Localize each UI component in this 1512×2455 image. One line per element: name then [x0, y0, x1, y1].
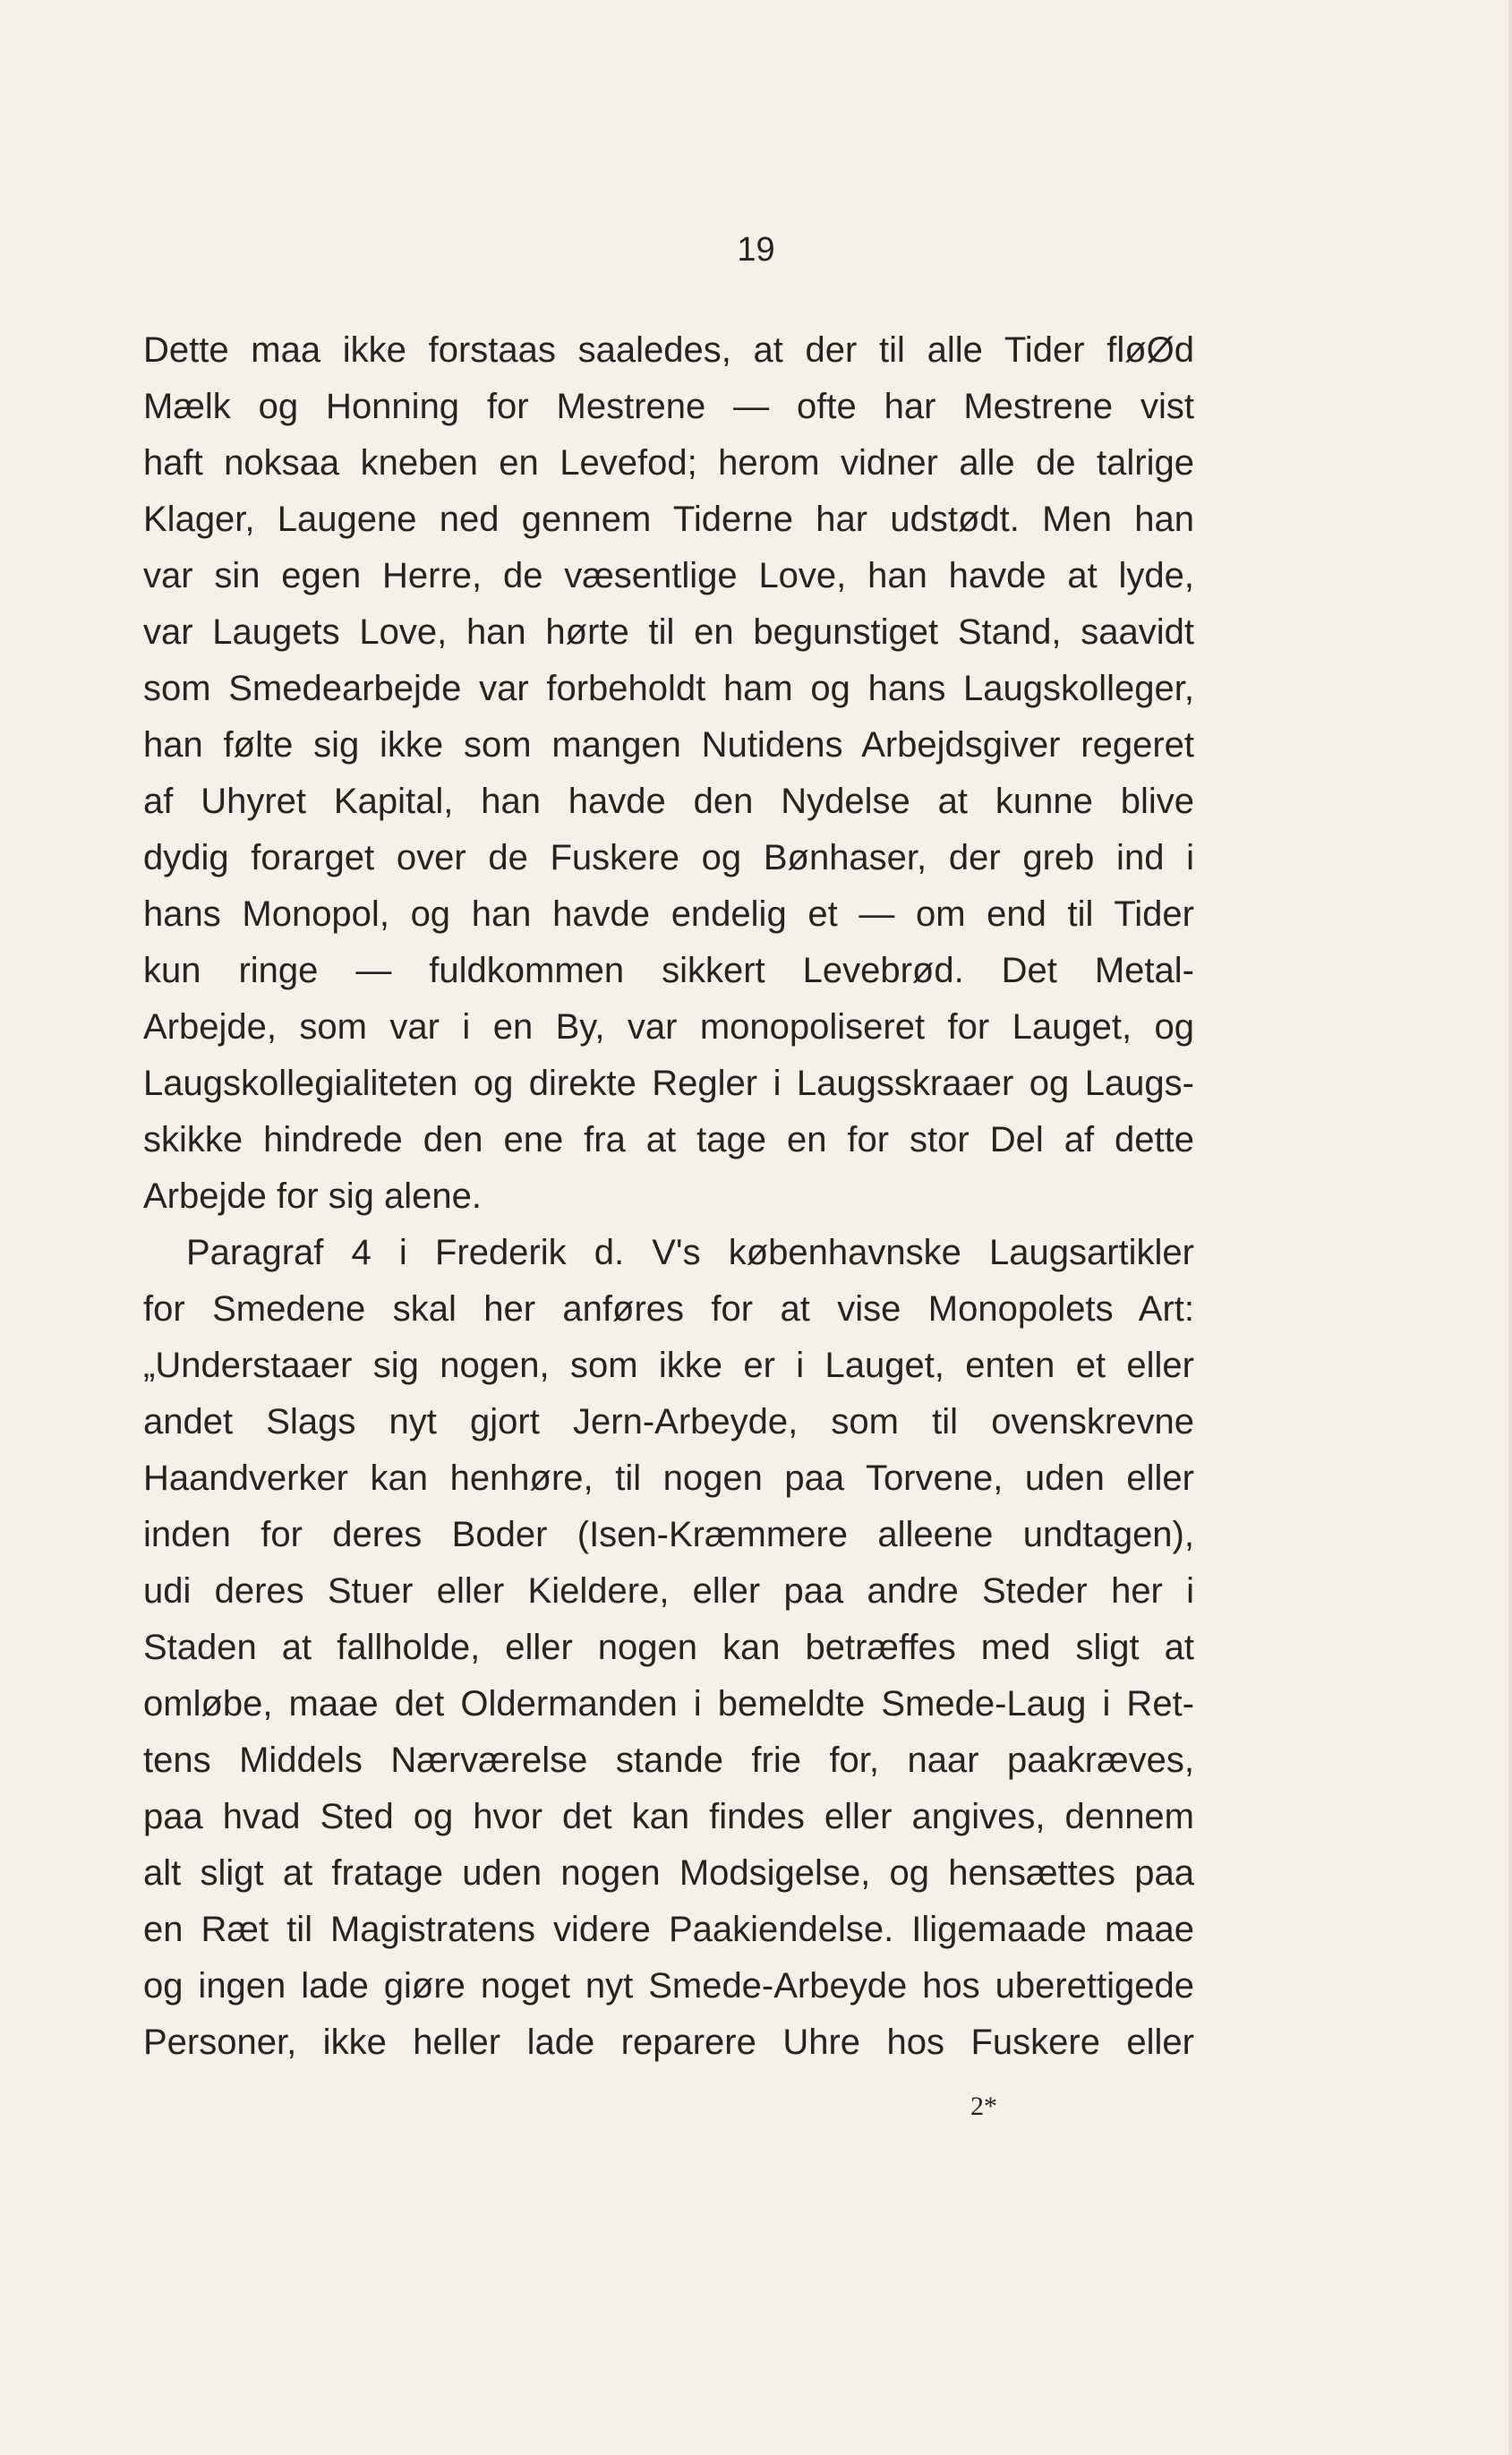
paragraph	[143, 322, 1194, 1225]
text-line: Klager, Laugene ned gennem Tiderne har udstødt. Men han	[143, 500, 1194, 539]
body-text	[143, 322, 1194, 2071]
paragraph	[143, 1225, 1194, 2071]
text-line: Laugskollegialiteten og direkte Regler i Laugsskraaer og Laugs-	[143, 1064, 1194, 1103]
text-line: Personer, ikke heller lade reparere Uhre hos Fuskere eller	[143, 2023, 1194, 2062]
text-line: skikke hindrede den ene fra at tage en for stor Del af dette	[143, 1120, 1194, 1159]
text-line: alt sligt at fratage uden nogen Modsigelse, og hensættes paa	[143, 1853, 1194, 1893]
text-line: udi deres Stuer eller Kieldere, eller paa andre Steder her i	[143, 1571, 1194, 1611]
text-line: var sin egen Herre, de væsentlige Love, han havde at lyde,	[143, 556, 1194, 595]
text-line: andet Slags nyt gjort Jern-Arbeyde, som til ovenskrevne	[143, 1402, 1194, 1441]
text-line: Paragraf 4 i Frederik d. V's københavnske Laugsartikler	[186, 1233, 1194, 1272]
text-line: Staden at fallholde, eller nogen kan betræffes med sligt at	[143, 1628, 1194, 1667]
text-line: han følte sig ikke som mangen Nutidens Arbejdsgiver regeret	[143, 725, 1194, 765]
text-line: og ingen lade giøre noget nyt Smede-Arbeyde hos uberettigede	[143, 1966, 1194, 2006]
text-line: var Laugets Love, han hørte til en begunstiget Stand, saavidt	[143, 612, 1194, 652]
text-line: for Smedene skal her anføres for at vise Monopolets Art:	[143, 1289, 1194, 1329]
text-line: en Ræt til Magistratens videre Paakiendelse. Iligemaade maae	[143, 1910, 1194, 1949]
text-line: omløbe, maae det Oldermanden i bemeldte Smede-Laug i Ret-	[143, 1684, 1194, 1724]
signature-mark: 2*	[970, 2091, 997, 2121]
text-line: Arbejde for sig alene.	[143, 1176, 483, 1216]
text-line: Haandverker kan henhøre, til nogen paa Torvene, uden eller	[143, 1458, 1194, 1498]
text-line: „Understaaer sig nogen, som ikke er i Lauget, enten et eller	[143, 1346, 1194, 1385]
text-line: dydig forarget over de Fuskere og Bønhaser, der greb ind i	[143, 838, 1194, 877]
text-line: Mælk og Honning for Mestrene — ofte har Mestrene vist	[143, 387, 1194, 426]
page-number: 19	[737, 231, 775, 269]
text-line: haft noksaa kneben en Levefod; herom vidner alle de talrige	[143, 443, 1194, 483]
text-line: tens Middels Nærværelse stande frie for, naar paakræves,	[143, 1741, 1194, 1780]
text-line: af Uhyret Kapital, han havde den Nydelse at kunne blive	[143, 782, 1194, 821]
text-line: inden for deres Boder (Isen-Kræmmere alleene undtagen),	[143, 1515, 1194, 1554]
text-line: hans Monopol, og han havde endelig et — om end til Tider	[143, 894, 1194, 934]
text-line: kun ringe — fuldkommen sikkert Levebrød. Det Metal-	[143, 951, 1194, 990]
text-line: Arbejde, som var i en By, var monopoliseret for Lauget, og	[143, 1007, 1194, 1047]
text-line: paa hvad Sted og hvor det kan findes eller angives, dennem	[143, 1797, 1194, 1836]
text-line: som Smedearbejde var forbeholdt ham og hans Laugskolleger,	[143, 669, 1194, 708]
text-line: Dette maa ikke forstaas saaledes, at der til alle Tider fløØd	[143, 330, 1194, 370]
